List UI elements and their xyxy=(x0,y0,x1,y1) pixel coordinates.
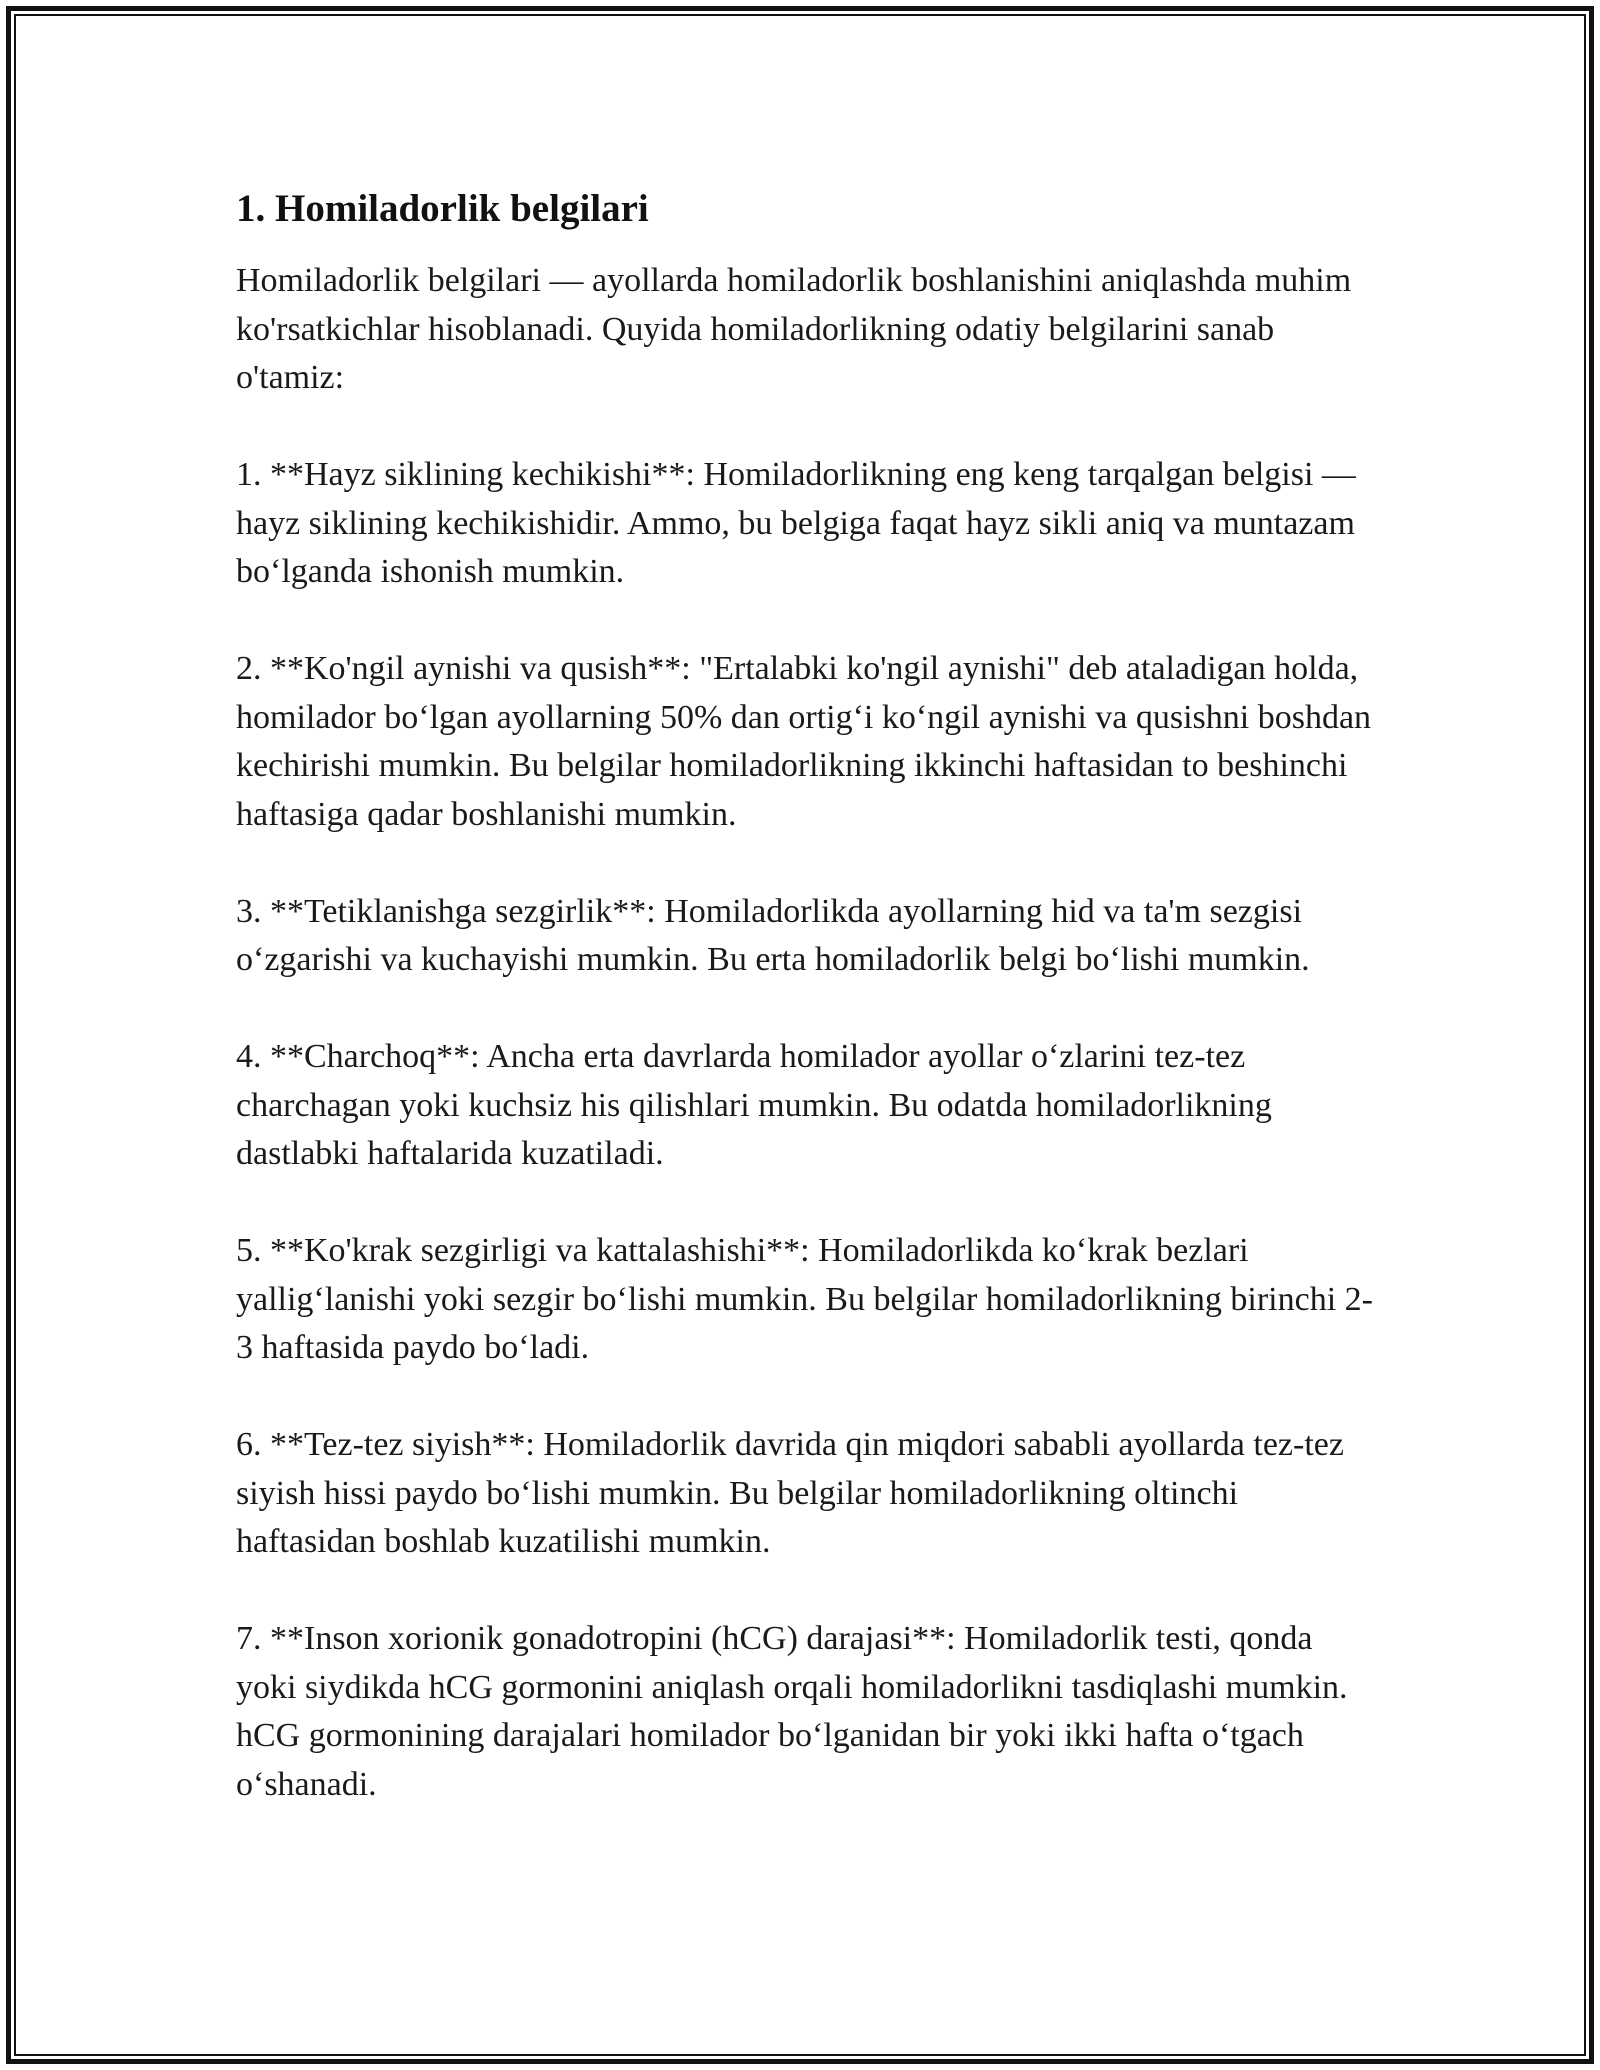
intro-paragraph: Homiladorlik belgilari — ayollarda homiladorlik boshlanishini aniqlashda muhim ko'rsatkichlar hisoblanadi. Quyida homiladorlikning odatiy belgilarini sanab o'tamiz: xyxy=(236,262,1352,396)
list-item-2: 2. **Ko'ngil aynishi va qusish**: "Ertalabki ko'ngil aynishi" deb ataladigan holda, homilador bo‘lgan ayollarning 50% dan ortig‘i ko‘ngil aynishi va qusishni boshdan kechirishi mumkin. Bu belgilar homiladorlikning ikkinchi haftasidan to beshinchi haftasiga qadar boshlanishi mumkin. xyxy=(236,650,1372,833)
list-item-3: 3. **Tetiklanishga sezgirlik**: Homiladorlikda ayollarning hid va ta'm sezgisi o‘zgarishi va kuchayishi mumkin. Bu erta homiladorlik belgi bo‘lishi mumkin. xyxy=(236,892,1310,978)
list-item-5: 5. **Ko'krak sezgirligi va kattalashishi**: Homiladorlikda ko‘krak bezlari yallig‘lanishi yoki sezgir bo‘lishi mumkin. Bu belgilar homiladorlikning birinchi 2-3 haftasida paydo bo‘ladi. xyxy=(236,1232,1373,1366)
document-body xyxy=(236,185,1376,1858)
list-item-4: 4. **Charchoq**: Ancha erta davrlarda homilador ayollar o‘zlarini tez-tez charchagan yoki kuchsiz his qilishlari mumkin. Bu odatda homiladorlikning dastlabki haftalarida kuzatiladi. xyxy=(236,1038,1272,1172)
list-item-6: 6. **Tez-tez siyish**: Homiladorlik davrida qin miqdori sababli ayollarda tez-tez siyish hissi paydo bo‘lishi mumkin. Bu belgilar homiladorlikning oltinchi haftasidan boshlab kuzatilishi mumkin. xyxy=(236,1426,1344,1560)
list-item-7: 7. **Inson xorionik gonadotropini (hCG) darajasi**: Homiladorlik testi, qonda yoki siydikda hCG gormonini aniqlash orqali homiladorlikni tasdiqlashi mumkin. hCG gormonining darajalari homilador bo‘lganidan bir yoki ikki hafta o‘tgach o‘shanadi. xyxy=(236,1620,1348,1803)
list-item-1: 1. **Hayz siklining kechikishi**: Homiladorlikning eng keng tarqalgan belgisi — hayz siklining kechikishidir. Ammo, bu belgiga faqat hayz sikli aniq va muntazam bo‘lganda ishonish mumkin. xyxy=(236,456,1356,590)
section-heading: 1. Homiladorlik belgilari xyxy=(236,187,649,230)
